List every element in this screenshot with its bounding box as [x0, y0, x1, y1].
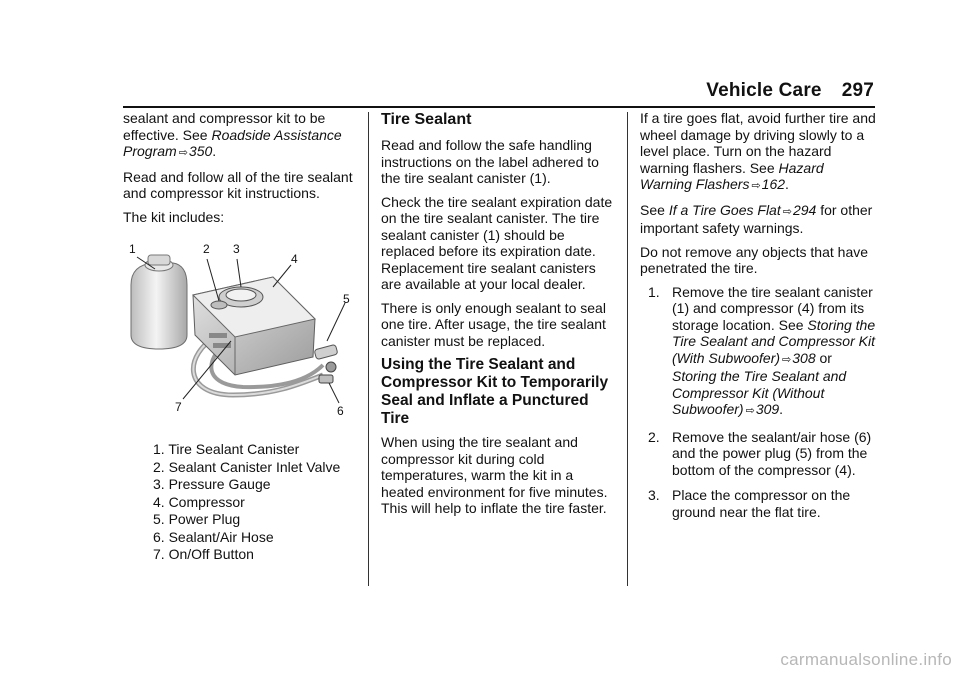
tire-sealant-heading: Tire Sealant: [381, 111, 472, 128]
handling-paragraph: Read and follow the safe handling instructions on the label adhered to the tire sealant canister (1).: [381, 137, 599, 186]
callout-1: 1: [129, 242, 136, 256]
safety-warnings-text: for other important safety warnings.: [640, 201, 873, 236]
objects-paragraph: Do not remove any objects that have penetrated the tire.: [640, 243, 869, 276]
step-text: [672, 284, 876, 420]
using-kit-heading: Using the Tire Sealant and Compressor Kit to Temporarily Seal and Inflate a Punctured Tire: [381, 356, 609, 427]
legend-item: 3. Pressure Gauge: [153, 476, 271, 492]
intro-text: sealant and compressor kit to be effective. See: [123, 110, 326, 143]
roadside-assistance-link[interactable]: Roadside Assistance Program: [123, 126, 342, 159]
step-text: Place the compressor on the ground near the flat tire.: [672, 487, 851, 520]
kit-illustration: [123, 235, 355, 435]
instructions-paragraph: Read and follow all of the tire sealant and compressor kit instructions.: [123, 168, 353, 201]
section-title: Vehicle Care: [706, 80, 822, 101]
kit-legend: [123, 441, 355, 563]
storing-without-subwoofer-link[interactable]: Storing the Tire Sealant and Compressor Kit (Without Subwoofer): [672, 368, 847, 417]
page-ref-arrow-icon: ⇨: [751, 180, 761, 192]
callout-5: 5: [343, 292, 350, 306]
flat-tire-text: If a tire goes flat, avoid further tire and wheel damage by driving slowly to a level place. Turn on the hazard warning flashers. See: [640, 110, 876, 176]
legend-item: 6. Sealant/Air Hose: [153, 528, 274, 545]
storing-with-subwoofer-link[interactable]: Storing the Tire Sealant and Compressor Kit (With Subwoofer): [672, 316, 876, 366]
expiration-paragraph: Check the tire sealant expiration date on the tire sealant canister. The tire sealant canister (1) should be replaced before its expiration date. Replacement tire sealant canisters are available at your local dealer.: [381, 193, 613, 292]
column-3: [640, 110, 876, 529]
step-item: [648, 487, 876, 520]
column-divider-right: [627, 112, 628, 586]
column-1: [123, 110, 355, 564]
legend-item: 2. Sealant Canister Inlet Valve: [153, 458, 341, 475]
see-text: See: [640, 201, 669, 218]
step-item: [648, 429, 876, 479]
page-header: [706, 80, 874, 102]
step-number: 3.: [648, 487, 660, 503]
intro-end: .: [212, 143, 217, 159]
flat-tire-end: .: [785, 176, 789, 192]
intro-paragraph: [123, 110, 355, 162]
flat-tire-paragraph: [640, 110, 876, 195]
page-number: 297: [841, 80, 874, 101]
step-number: 1.: [648, 283, 660, 300]
column-divider-left: [368, 112, 369, 586]
page-ref-arrow-icon: ⇨: [782, 353, 792, 366]
steps-list: [640, 284, 876, 521]
callout-3: 3: [233, 242, 240, 256]
storing-without-subwoofer-page-ref[interactable]: 309: [755, 401, 780, 417]
storing-with-subwoofer-page-ref[interactable]: 308: [792, 349, 816, 366]
kit-illustration-drawing: [123, 235, 355, 435]
if-tire-goes-flat-page-ref[interactable]: 294: [792, 201, 817, 218]
step-1-text: Remove the tire sealant canister (1) and compressor (4) from its storage location. See: [672, 283, 873, 333]
legend-item: 5. Power Plug: [153, 511, 241, 527]
legend-item: 7. On/Off Button: [153, 546, 254, 562]
callout-6: 6: [337, 404, 344, 418]
callout-2: 2: [203, 242, 210, 256]
roadside-assistance-page-ref[interactable]: 350: [188, 143, 213, 159]
step-text: Remove the sealant/air hose (6) and the power plug (5) from the bottom of the compressor (4).: [672, 428, 872, 478]
see-also-paragraph: [640, 202, 876, 237]
or-text: or: [815, 349, 832, 366]
kit-includes-paragraph: The kit includes:: [123, 208, 225, 225]
page-ref-arrow-icon: ⇨: [745, 405, 755, 417]
hazard-warning-page-ref[interactable]: 162: [761, 176, 786, 192]
column-2: [381, 110, 617, 524]
one-tire-paragraph: There is only enough sealant to seal one tire. After usage, the tire sealant canister must be replaced.: [381, 299, 606, 349]
callout-7: 7: [175, 400, 182, 414]
step-1-end: .: [779, 401, 784, 417]
page-ref-arrow-icon: ⇨: [782, 205, 792, 218]
if-tire-goes-flat-link[interactable]: If a Tire Goes Flat: [668, 201, 781, 218]
step-item: [648, 284, 876, 420]
page-ref-arrow-icon: ⇨: [178, 147, 188, 159]
cold-temperature-paragraph: When using the tire sealant and compressor kit during cold temperatures, warm the kit in a heated environment for five minutes. This will help to inflate the tire faster.: [381, 434, 608, 516]
step-number: 2.: [648, 428, 660, 445]
watermark: carmanualsonline.info: [780, 650, 952, 669]
header-rule: [123, 106, 875, 108]
legend-item: 4. Compressor: [153, 493, 245, 510]
hazard-warning-flashers-link[interactable]: Hazard Warning Flashers: [640, 159, 824, 192]
callout-4: 4: [291, 252, 298, 266]
legend-item: 1. Tire Sealant Canister: [153, 441, 300, 457]
